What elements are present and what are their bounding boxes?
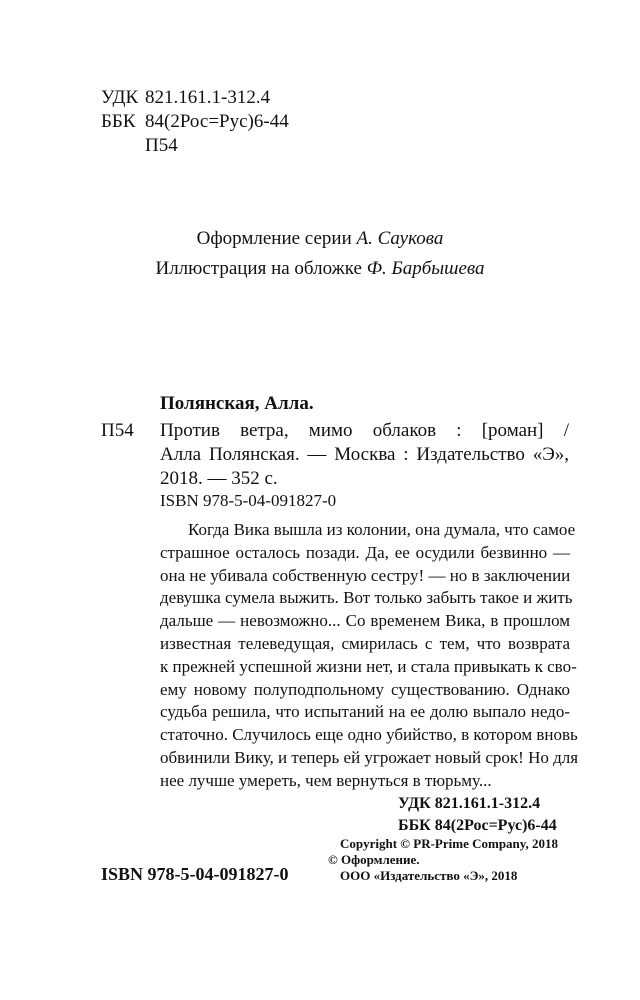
series-design-credit: [0, 228, 640, 250]
series-design-name: А. Саукова: [356, 228, 444, 249]
annotation-line: девушка сумела выжить. Вот только забыть такое и жить: [160, 588, 573, 608]
annotation-line: известная телеведущая, смирилась с тем, что возврата: [160, 633, 570, 653]
annotation-line: страшное осталось позади. Да, ее осудили безвинно —: [160, 542, 570, 562]
annotation-line: к прежней успешной жизни нет, и стала привыкать к сво-: [160, 656, 577, 676]
annotation-line: ему новому полуподпольному существованию. Однако: [160, 679, 570, 699]
annotation-line: судьба решила, что испытаний на ее долю выпало недо-: [160, 702, 570, 722]
annotation-line: статочно. Случилось еще одно убийство, в котором вновь: [160, 725, 578, 745]
copyright-line-1: Copyright © PR-Prime Company, 2018: [340, 836, 559, 851]
annotation: [160, 519, 579, 793]
cover-illustration-label: Иллюстрация на обложке: [155, 258, 362, 279]
annotation-line: Когда Вика вышла из колонии, она думала, что самое: [188, 520, 576, 539]
title-line: Против ветра, мимо облаков : [роман] /: [160, 420, 569, 441]
isbn-entry: ISBN 978-5-04-091827-0: [160, 491, 337, 510]
series-design-label: Оформление серии: [196, 228, 352, 249]
title-line: 2018. — 352 с.: [160, 468, 278, 489]
copyright-line-2: © Оформление.: [328, 852, 420, 867]
author-code: П54: [101, 420, 134, 441]
annotation-line: нее лучше умереть, чем вернуться в тюрьму...: [160, 770, 492, 790]
cover-illustration-credit: [0, 258, 640, 280]
annotation-line: дальше — невозможно... Со временем Вика, в прошлом: [160, 611, 570, 631]
udk-label: УДК: [101, 87, 139, 108]
copyright-line-3: ООО «Издательство «Э», 2018: [340, 868, 518, 883]
annotation-line: она не убивала собственную сестру! — но в заключении: [160, 565, 571, 585]
bbk-label: ББК: [101, 111, 136, 132]
isbn-bottom: ISBN 978-5-04-091827-0: [101, 864, 289, 884]
author-heading: Полянская, Алла.: [160, 393, 314, 414]
title-line: Алла Полянская. — Москва : Издательство «Э»,: [160, 444, 569, 465]
title-block: [160, 419, 569, 491]
author-code-top: П54: [145, 135, 178, 156]
bbk-value: 84(2Рос=Рус)6-44: [145, 111, 289, 132]
cover-illustration-name: Ф. Барбышева: [366, 258, 485, 279]
udk-value: 821.161.1-312.4: [145, 87, 271, 108]
annotation-line: обвинили Вику, и теперь ей угрожает новый срок! Но для: [160, 747, 579, 767]
classification-block: [101, 86, 361, 158]
bbk-bottom: ББК 84(2Рос=Рус)6-44: [398, 817, 557, 834]
udk-bottom: УДК 821.161.1-312.4: [398, 795, 541, 812]
